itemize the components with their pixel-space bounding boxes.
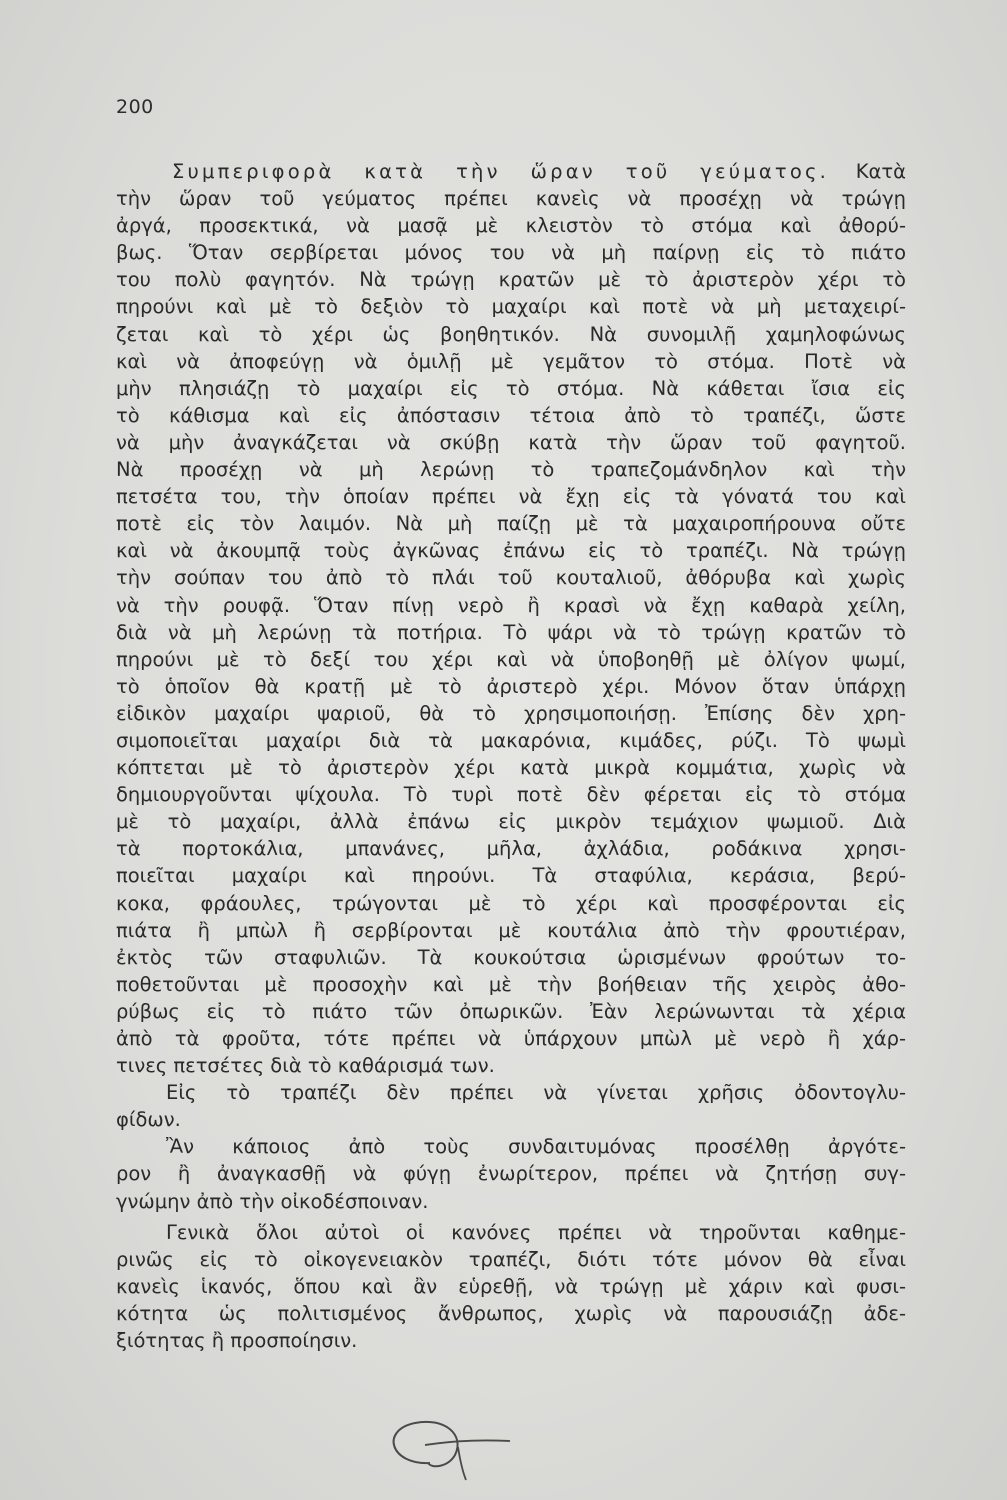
text-line: Γενικὰ ὅλοι αὐτοὶ οἱ κανόνες πρέπει νὰ τηροῦνται καθημε- (166, 1220, 906, 1244)
text-line (116, 158, 906, 185)
text-line: πηρούνι καὶ μὲ τὸ δεξιὸν τὸ μαχαίρι καὶ ποτὲ νὰ μὴ μεταχειρί- (116, 295, 906, 319)
text-line: μὲ τὸ μαχαίρι, ἀλλὰ ἐπάνω εἰς μικρὸν τεμάχιον ψωμιοῦ. Διὰ (116, 810, 906, 834)
page-number: 200 (116, 96, 154, 118)
text-line: ρύβως εἰς τὸ πιάτο τῶν ὀπωρικῶν. Ἐὰν λερώνωνται τὰ χέρια (116, 999, 906, 1023)
text-line: ἐκτὸς τῶν σταφυλιῶν. Τὰ κουκούτσια ὡρισμένων φρούτων το- (116, 945, 906, 969)
text-line: ποτὲ εἰς τὸν λαιμόν. Νὰ μὴ παίζῃ μὲ τὰ μαχαιροπήρουνα οὔτε (116, 512, 906, 536)
text-line: ποιεῖται μαχαίρι καὶ πηρούνι. Τὰ σταφύλια, κεράσια, βερύ- (116, 864, 906, 888)
text-line: εἰδικὸν μαχαίρι ψαριοῦ, θὰ τὸ χρησιμοποιήσῃ. Ἐπίσης δὲν χρη- (116, 701, 906, 725)
text-line: διὰ νὰ μὴ λερώνῃ τὰ ποτήρια. Τὸ ψάρι νὰ τὸ τρώγῃ κρατῶν τὸ (116, 620, 906, 644)
text-line: βως. Ὅταν σερβίρεται μόνος του νὰ μὴ παίρνῃ εἰς τὸ πιάτο (116, 241, 906, 265)
text-line: σιμοποιεῖται μαχαίρι διὰ τὰ μακαρόνια, κιμάδες, ρύζι. Τὸ ψωμὶ (116, 728, 906, 752)
text-line: Εἰς τὸ τραπέζι δὲν πρέπει νὰ γίνεται χρῆσις ὀδοντογλυ- (166, 1081, 906, 1105)
text-line: φίδων. (116, 1108, 181, 1132)
text-line: πετσέτα του, τὴν ὁποίαν πρέπει νὰ ἔχῃ εἰς τὰ γόνατά του καὶ (116, 485, 906, 509)
text-line: τὴν ὥραν τοῦ γεύματος πρέπει κανεὶς νὰ προσέχῃ νὰ τρώγῃ (116, 187, 906, 211)
text-line: καὶ νὰ ἀκουμπᾷ τοὺς ἀγκῶνας ἐπάνω εἰς τὸ τραπέζι. Νὰ τρώγῃ (116, 539, 906, 563)
text-line: ρινῶς εἰς τὸ οἰκογενειακὸν τραπέζι, διότι τότε μόνον θὰ εἶναι (116, 1247, 906, 1271)
text-fragment: Κατὰ (855, 160, 906, 183)
text-line: καὶ νὰ ἀποφεύγῃ νὰ ὁμιλῇ μὲ γεμᾶτον τὸ στόμα. Ποτὲ νὰ (116, 349, 906, 373)
text-line: ἀργά, προσεκτικά, νὰ μασᾷ μὲ κλειστὸν τὸ στόμα καὶ ἀθορύ- (116, 214, 906, 238)
text-line: Νὰ προσέχῃ νὰ μὴ λερώνῃ τὸ τραπεζομάνδηλον καὶ τὴν (116, 458, 906, 482)
text-line: κανεὶς ἱκανός, ὅπου καὶ ἂν εὑρεθῇ, νὰ τρώγῃ μὲ χάριν καὶ φυσι- (116, 1274, 906, 1298)
text-line: τὸ κάθισμα καὶ εἰς ἀπόστασιν τέτοια ἀπὸ τὸ τραπέζι, ὥστε (116, 403, 906, 427)
body-text (116, 158, 906, 1354)
section-heading: Συμπεριφορὰ κατὰ τὴν ὥραν τοῦ γεύματος. (172, 160, 830, 183)
text-line: κότητα ὡς πολιτισμένος ἄνθρωπος, χωρὶς νὰ παρουσιάζῃ ἀδε- (116, 1301, 906, 1325)
text-line: τὰ πορτοκάλια, μπανάνες, μῆλα, ἀχλάδια, ροδάκινα χρησι- (116, 837, 906, 861)
text-line: ρον ἢ ἀναγκασθῇ νὰ φύγῃ ἐνωρίτερον, πρέπει νὰ ζητήσῃ συγ- (116, 1162, 906, 1186)
text-line: νὰ τὴν ρουφᾷ. Ὅταν πίνῃ νερὸ ἢ κρασὶ νὰ ἔχῃ καθαρὰ χείλη, (116, 593, 906, 617)
text-line: κόπτεται μὲ τὸ ἀριστερὸν χέρι κατὰ μικρὰ κομμάτια, χωρὶς νὰ (116, 756, 906, 780)
text-line: πηρούνι μὲ τὸ δεξί του χέρι καὶ νὰ ὑποβοηθῇ μὲ ὀλίγον ψωμί, (116, 647, 906, 671)
text-line: τὸ ὁποῖον θὰ κρατῇ μὲ τὸ ἀριστερὸ χέρι. Μόνον ὅταν ὑπάρχῃ (116, 674, 906, 698)
text-line: τὴν σούπαν του ἀπὸ τὸ πλάι τοῦ κουταλιοῦ, ἀθόρυβα καὶ χωρὶς (116, 566, 906, 590)
handwritten-mark (370, 1405, 520, 1485)
text-line: ξιότητας ἢ προσποίησιν. (116, 1329, 358, 1353)
text-line: ζεται καὶ τὸ χέρι ὡς βοηθητικόν. Νὰ συνομιλῇ χαμηλοφώνως (116, 322, 906, 346)
text-line: κοκα, φράουλες, τρώγονται μὲ τὸ χέρι καὶ προσφέρονται εἰς (116, 891, 906, 915)
text-line: ἀπὸ τὰ φροῦτα, τότε πρέπει νὰ ὑπάρχουν μπὼλ μὲ νερὸ ἢ χάρ- (116, 1027, 906, 1050)
text-line: του πολὺ φαγητόν. Νὰ τρώγῃ κρατῶν μὲ τὸ ἀριστερὸν χέρι τὸ (116, 268, 906, 292)
text-line: Ἂν κάποιος ἀπὸ τοὺς συνδαιτυμόνας προσέλθῃ ἀργότε- (166, 1135, 906, 1159)
text-line: ποθετοῦνται μὲ προσοχὴν καὶ μὲ τὴν βοήθειαν τῆς χειρὸς ἀθο- (116, 972, 906, 996)
text-line: γνώμην ἀπὸ τὴν οἰκοδέσποιναν. (116, 1189, 429, 1213)
text-line: νὰ μὴν ἀναγκάζεται νὰ σκύβῃ κατὰ τὴν ὥραν τοῦ φαγητοῦ. (116, 430, 906, 454)
text-line: πιάτα ἢ μπὼλ ἢ σερβίρονται μὲ κουτάλια ἀπὸ τὴν φρουτιέραν, (116, 918, 906, 942)
text-line: τινες πετσέτες διὰ τὸ καθάρισμά των. (116, 1054, 495, 1078)
text-line: μὴν πλησιάζῃ τὸ μαχαίρι εἰς τὸ στόμα. Νὰ κάθεται ἴσια εἰς (116, 376, 906, 400)
text-line: δημιουργοῦνται ψίχουλα. Τὸ τυρὶ ποτὲ δὲν φέρεται εἰς τὸ στόμα (116, 783, 906, 807)
